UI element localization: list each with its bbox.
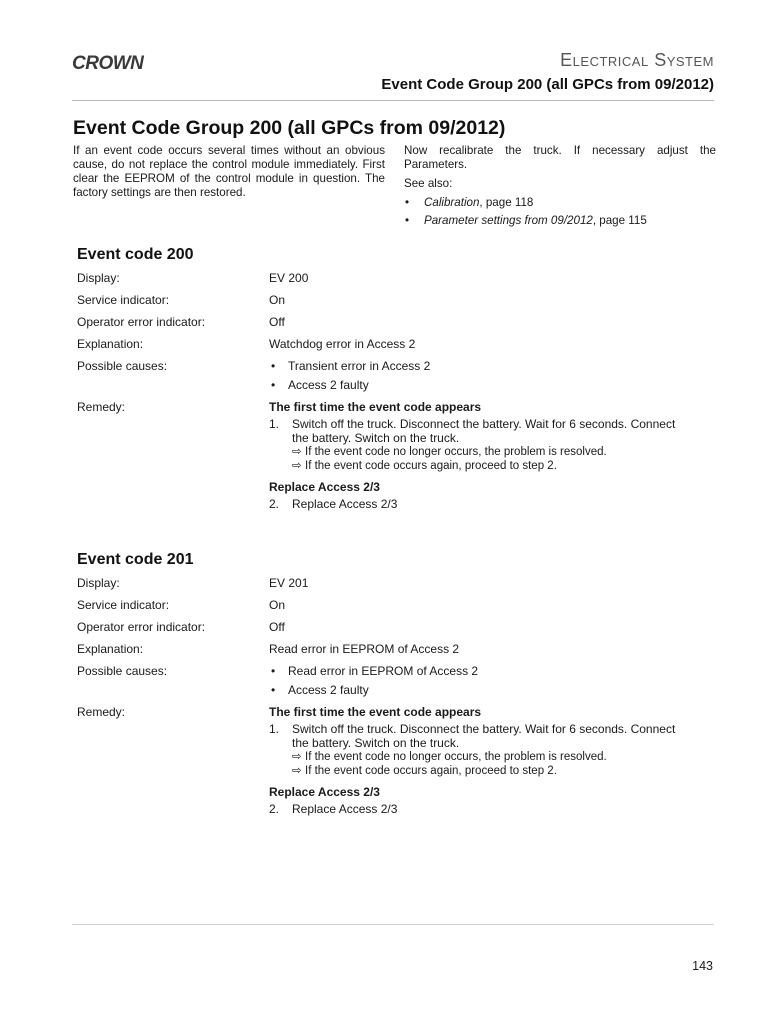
- causes-label: Possible causes:: [77, 359, 168, 373]
- result-line: [292, 764, 717, 778]
- step-text: the battery. Switch on the truck.: [292, 431, 460, 445]
- result-text: If the event code no longer occurs, the problem is resolved.: [305, 751, 607, 763]
- operator-value: Off: [269, 315, 285, 329]
- cause-item: • Access 2 faulty: [269, 683, 717, 697]
- section-title: Electrical System: [560, 50, 714, 70]
- see-also-item[interactable]: [404, 196, 716, 210]
- remedy-steps: [269, 802, 717, 816]
- operator-row: [77, 315, 717, 329]
- service-row: [77, 598, 717, 612]
- remedy-row: [77, 400, 717, 511]
- step-text: the battery. Switch on the truck.: [292, 736, 460, 750]
- remedy-step-1: [269, 722, 717, 778]
- remedy-steps: [269, 497, 717, 511]
- page-number: 143: [692, 959, 713, 973]
- remedy-first-heading: The first time the event code appears: [269, 400, 482, 414]
- explanation-value: Watchdog error in Access 2: [269, 337, 416, 351]
- cause-item: • Access 2 faulty: [269, 378, 717, 392]
- display-value: EV 201: [269, 576, 309, 590]
- footer-divider: [72, 924, 714, 925]
- remedy-first-heading: The first time the event code appears: [269, 705, 482, 719]
- result-line: [292, 445, 717, 459]
- cause-item: • Transient error in Access 2: [269, 359, 717, 373]
- section-subtitle: Event Code Group 200 (all GPCs from 09/2012): [381, 76, 714, 93]
- result-text: If the event code occurs again, proceed to step 2.: [305, 765, 557, 777]
- remedy-steps: [269, 417, 717, 473]
- result-text: If the event code no longer occurs, the problem is resolved.: [305, 446, 607, 458]
- remedy-label: Remedy:: [77, 705, 126, 719]
- svg-text:CROWN: CROWN: [72, 53, 144, 71]
- operator-label: Operator error indicator:: [77, 315, 206, 329]
- see-also-page: , page 118: [479, 196, 534, 209]
- explanation-row: [77, 642, 717, 656]
- intro-right-text: Now recalibrate the truck. If necessary adjust the Parameters.: [404, 144, 716, 171]
- display-label: Display:: [77, 271, 120, 285]
- causes-list: [269, 664, 717, 697]
- result-line: [292, 459, 717, 473]
- step-text: Switch off the truck. Disconnect the battery. Wait for 6 seconds. Connect: [292, 722, 676, 736]
- service-value: On: [269, 293, 286, 307]
- event-201-block: [77, 550, 717, 824]
- page-title: Event Code Group 200 (all GPCs from 09/2012): [73, 117, 506, 139]
- step-number: 2.: [269, 497, 280, 511]
- event-200-block: [77, 245, 717, 519]
- remedy-replace-heading: Replace Access 2/3: [269, 480, 380, 494]
- see-also-list: [404, 196, 716, 228]
- see-also-link[interactable]: Calibration: [424, 196, 480, 209]
- explanation-label: Explanation:: [77, 337, 144, 351]
- arrow-icon: ⇨: [292, 751, 302, 763]
- remedy-step-2: [269, 802, 717, 816]
- step-number: 1.: [269, 417, 280, 431]
- display-value: EV 200: [269, 271, 309, 285]
- display-label: Display:: [77, 576, 120, 590]
- see-also-page: , page 115: [592, 214, 647, 227]
- see-also-item[interactable]: [404, 214, 716, 228]
- remedy-row: [77, 705, 717, 816]
- result-line: [292, 750, 717, 764]
- explanation-row: [77, 337, 717, 351]
- causes-row: [77, 359, 717, 392]
- causes-row: [77, 664, 717, 697]
- step-number: 1.: [269, 722, 280, 736]
- operator-label: Operator error indicator:: [77, 620, 206, 634]
- intro-right: [404, 144, 716, 232]
- arrow-icon: ⇨: [292, 765, 302, 777]
- display-row: [77, 271, 717, 285]
- arrow-icon: ⇨: [292, 460, 302, 472]
- crown-logo-mark: [72, 53, 154, 71]
- service-row: [77, 293, 717, 307]
- intro-left-text: If an event code occurs several times without an obvious cause, do not replace the control module immediately. First clear the EEPROM of the control module in question. The factory settings are then restored.: [73, 144, 385, 199]
- event-title: Event code 201: [77, 551, 194, 568]
- cause-item: • Read error in EEPROM of Access 2: [269, 664, 717, 678]
- result-text: If the event code occurs again, proceed to step 2.: [305, 460, 557, 472]
- remedy-step-2: [269, 497, 717, 511]
- event-title: Event code 200: [77, 246, 194, 263]
- remedy-replace-heading: Replace Access 2/3: [269, 785, 380, 799]
- display-row: [77, 576, 717, 590]
- arrow-icon: ⇨: [292, 446, 302, 458]
- service-label: Service indicator:: [77, 293, 170, 307]
- crown-logo: [72, 53, 154, 76]
- header-divider: [72, 100, 714, 101]
- causes-list: [269, 359, 717, 392]
- step-text: Switch off the truck. Disconnect the battery. Wait for 6 seconds. Connect: [292, 417, 676, 431]
- see-also-link[interactable]: Parameter settings from 09/2012: [424, 214, 593, 227]
- explanation-label: Explanation:: [77, 642, 144, 656]
- remedy-step-1: [269, 417, 717, 473]
- step-number: 2.: [269, 802, 280, 816]
- explanation-value: Read error in EEPROM of Access 2: [269, 642, 460, 656]
- causes-label: Possible causes:: [77, 664, 168, 678]
- operator-value: Off: [269, 620, 285, 634]
- service-value: On: [269, 598, 286, 612]
- remedy-label: Remedy:: [77, 400, 126, 414]
- service-label: Service indicator:: [77, 598, 170, 612]
- remedy-steps: [269, 722, 717, 778]
- step-text: Replace Access 2/3: [292, 802, 398, 816]
- operator-row: [77, 620, 717, 634]
- step-text: Replace Access 2/3: [292, 497, 398, 511]
- see-also-label: See also:: [404, 177, 453, 190]
